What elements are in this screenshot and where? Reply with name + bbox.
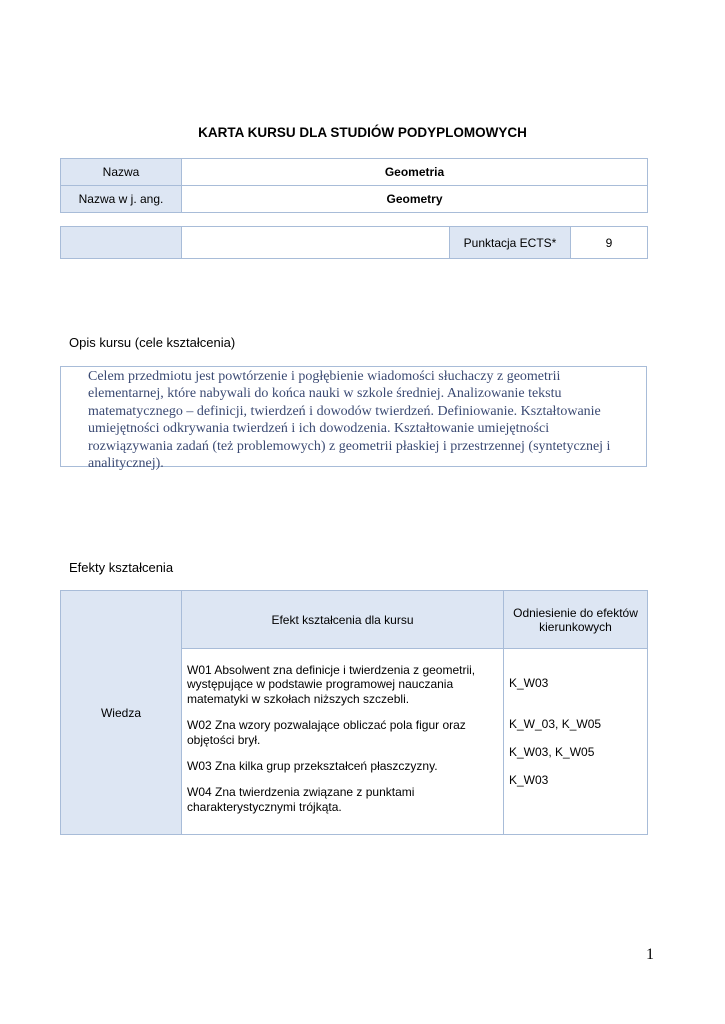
effect-item: W04 Zna twierdzenia związane z punktami charakterystycznymi trójkąta. — [187, 785, 415, 814]
name-en-label: Nazwa w j. ang. — [61, 186, 182, 213]
name-value: Geometria — [182, 159, 648, 186]
ects-table — [60, 226, 648, 259]
reference-item: K_W_03, K_W05 — [509, 717, 602, 731]
effects-list — [182, 649, 504, 835]
effects-table — [60, 590, 648, 835]
name-label: Nazwa — [61, 159, 182, 186]
document-title: KARTA KURSU DLA STUDIÓW PODYPLOMOWYCH — [198, 125, 527, 140]
description-text: Celem przedmiotu jest powtórzenie i pogłębienie wiadomości słuchaczy z geometrii elementarnej, które nabywali do końca nauki w szkole średniej. Analizowanie tekstu matematycznego – definicji, twierdzeń i dowodów twierdzeń. Definiowanie. Kształtowanie umiejętności odkrywania twierdzeń i ich dowodzenia. Kształtowanie umiejętności rozwiązywania zadań (też problemowych) z geometrii płaskiej i przestrzennej (syntetycznej i analitycznej). — [88, 369, 611, 472]
description-box — [60, 366, 647, 472]
effects-col-effect: Efekt kształcenia dla kursu — [182, 591, 504, 649]
description-heading: Opis kursu (cele kształcenia) — [69, 335, 236, 350]
ects-value: 9 — [571, 227, 648, 259]
effects-category: Wiedza — [61, 591, 182, 835]
course-name-table — [60, 158, 648, 213]
effects-col-reference: Odniesienie do efektów kierunkowych — [504, 591, 648, 649]
effects-heading: Efekty kształcenia — [69, 560, 174, 575]
references-list — [504, 649, 648, 835]
page-number: 1 — [646, 946, 654, 963]
effect-item: W01 Absolwent zna definicje i twierdzenia z geometrii, występujące w podstawie programowej nauczania matematyki w szkołach niższych szczebli. — [187, 663, 476, 706]
effect-item: W03 Zna kilka grup przekształceń płaszczyzny. — [187, 759, 438, 774]
reference-item: K_W03, K_W05 — [509, 745, 595, 759]
reference-item: K_W03 — [509, 676, 549, 690]
name-en-value: Geometry — [182, 186, 648, 213]
ects-blank — [182, 227, 450, 259]
ects-label: Punktacja ECTS* — [450, 227, 571, 259]
ects-blank-shaded — [61, 227, 182, 259]
effect-item: W02 Zna wzory pozwalające obliczać pola figur oraz objętości brył. — [187, 718, 466, 747]
reference-item: K_W03 — [509, 773, 549, 787]
